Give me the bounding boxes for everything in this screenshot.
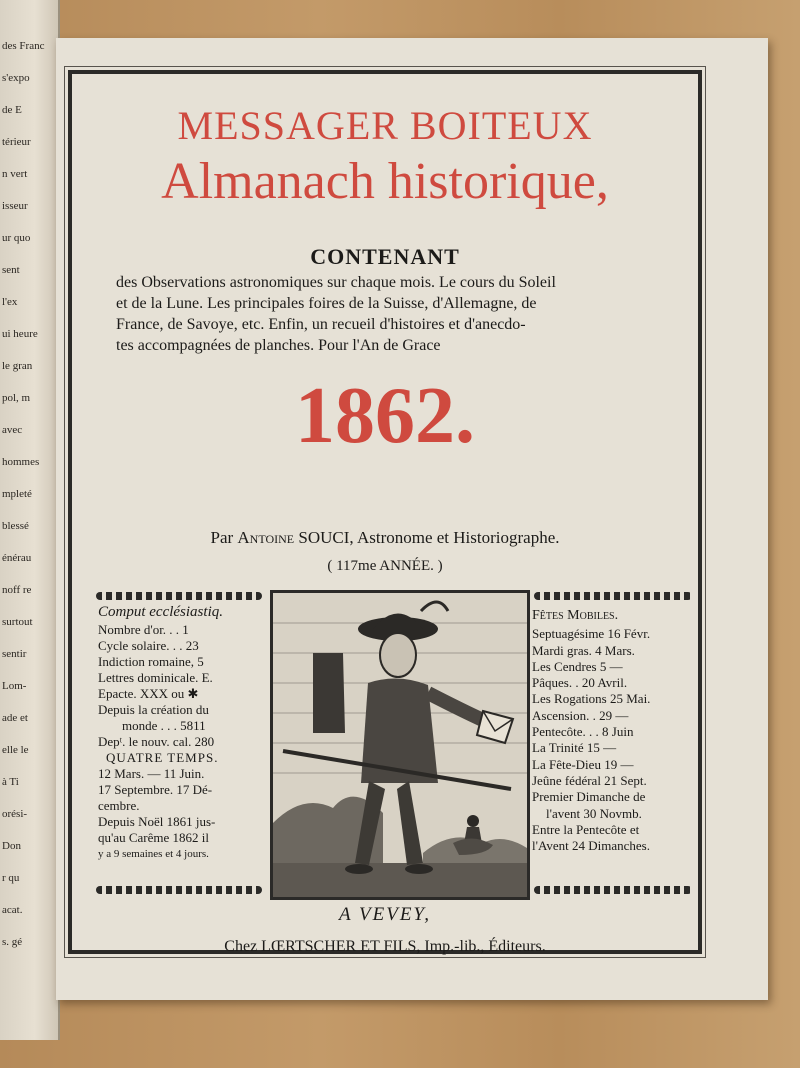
left-page-text-fragment: mpleté bbox=[2, 488, 32, 500]
wavy-rule-right bbox=[534, 592, 692, 600]
left-page-text-fragment: Lom- bbox=[2, 680, 27, 692]
woodcut-drawing bbox=[273, 593, 527, 897]
wavy-rule-right-bottom bbox=[534, 886, 692, 894]
left-page-text-fragment: s. gé bbox=[2, 936, 23, 948]
left-page-text-fragment: avec bbox=[2, 424, 23, 436]
fetes-mobiles-column bbox=[532, 608, 696, 854]
author-first-name: Antoine bbox=[237, 528, 295, 547]
fetes-row: La Fête-Dieu 19 — bbox=[532, 756, 634, 772]
year-1862: 1862. bbox=[295, 372, 475, 460]
title-messager-boiteux: MESSAGER BOITEUX bbox=[177, 103, 593, 148]
fetes-row: Entre la Pentecôte et bbox=[532, 821, 640, 837]
left-page-text-fragment: sent bbox=[2, 264, 20, 276]
fetes-row: Pâques. . 20 Avril. bbox=[532, 675, 628, 691]
left-page-text-fragment: elle le bbox=[2, 744, 29, 756]
left-page-text-fragment: isseur bbox=[2, 200, 28, 212]
left-page-text-fragment: de E bbox=[2, 104, 22, 116]
left-page-text-fragment: n vert bbox=[2, 168, 28, 180]
fetes-row: Mardi gras. 4 Mars. bbox=[532, 642, 635, 658]
fetes-row: Septuagésime 16 Févr. bbox=[532, 626, 651, 642]
wavy-rule-left bbox=[96, 592, 262, 600]
left-page-text-fragment: hommes bbox=[2, 456, 40, 468]
imprint-suffix: , Imp.-lib., Éditeurs. bbox=[416, 938, 546, 955]
computus-heading: Comput ecclésiastiq. bbox=[98, 604, 223, 620]
left-page-text-fragment: Don bbox=[2, 840, 21, 852]
imprint-place: A VEVEY, bbox=[338, 904, 431, 925]
computus-row: Epacte. XXX ou ✱ bbox=[98, 686, 199, 701]
fetes-heading: Fêtes Mobiles. bbox=[532, 608, 619, 623]
left-page-edge bbox=[0, 0, 60, 1040]
computus-row: y a 9 semaines et 4 jours. bbox=[98, 848, 209, 860]
computus-row: QUATRE TEMPS. bbox=[106, 750, 219, 765]
fetes-row: l'Avent 24 Dimanches. bbox=[532, 838, 650, 854]
left-page-text-fragment: ur quo bbox=[2, 232, 31, 244]
computus-row: 17 Septembre. 17 Dé- bbox=[98, 782, 213, 797]
description-line: tes accompagnées de planches. Pour l'An de Grace bbox=[116, 337, 441, 354]
author-last-name: SOUCI bbox=[298, 528, 350, 547]
computus-row: cembre. bbox=[98, 798, 140, 813]
description-line: et de la Lune. Les principales foires de la Suisse, d'Allemagne, de bbox=[116, 295, 537, 312]
left-page-text-fragment: le gran bbox=[2, 360, 33, 372]
left-page-text-fragment: des Franc bbox=[2, 40, 45, 52]
fetes-row: Les Cendres 5 — bbox=[532, 658, 623, 674]
computus-row: Depᵗ. le nouv. cal. 280 bbox=[98, 734, 215, 749]
computus-row: Nombre d'or. . . 1 bbox=[98, 622, 189, 637]
description-line: France, de Savoye, etc. Enfin, un recueil d'histoires et d'anecdo- bbox=[116, 316, 526, 333]
contenant-heading: CONTENANT bbox=[310, 244, 460, 269]
computus-row: monde . . . 5811 bbox=[122, 718, 206, 733]
page-border-frame bbox=[68, 70, 702, 954]
left-page-text-fragment: orési- bbox=[2, 808, 28, 820]
left-page-text-fragment: ade et bbox=[2, 712, 28, 724]
computus-row: Lettres dominicale. E. bbox=[98, 670, 213, 685]
edition-number: ( 117me ANNÉE. ) bbox=[327, 558, 443, 574]
author-suffix: , Astronome et Historiographe. bbox=[349, 528, 560, 547]
computus-row: Depuis la création du bbox=[98, 702, 209, 717]
left-page-text-fragment: surtout bbox=[2, 616, 33, 628]
fetes-row: Premier Dimanche de bbox=[532, 789, 646, 805]
left-page-text-fragment: noff re bbox=[2, 584, 32, 596]
fetes-row: Jeûne fédéral 21 Sept. bbox=[532, 772, 647, 788]
computus-column bbox=[98, 604, 264, 862]
left-page-text-fragment: blessé bbox=[2, 520, 29, 532]
author-line bbox=[72, 528, 698, 548]
author-prefix: Par bbox=[210, 528, 234, 547]
fetes-row: l'avent 30 Novmb. bbox=[546, 805, 642, 821]
description-line: des Observations astronomiques sur chaque mois. Le cours du Soleil bbox=[116, 274, 556, 291]
title-almanach-historique: Almanach historique, bbox=[161, 153, 609, 210]
wavy-rule-left-bottom bbox=[96, 886, 262, 894]
left-page-text-fragment: ui heure bbox=[2, 328, 38, 340]
description-block bbox=[116, 272, 706, 356]
left-page-text-fragment: s'expo bbox=[2, 72, 30, 84]
computus-row: 12 Mars. — 11 Juin. bbox=[98, 766, 205, 781]
imprint-publisher-name: LŒRTSCHER ET FILS bbox=[261, 938, 417, 955]
imprint-publisher-line bbox=[72, 938, 698, 956]
left-page-text-fragment: à Ti bbox=[2, 776, 19, 788]
almanac-title-page bbox=[56, 38, 768, 1000]
woodcut-illustration-messenger bbox=[270, 590, 530, 900]
left-page-text-fragment: énérau bbox=[2, 552, 32, 564]
left-page-text-fragment: acat. bbox=[2, 904, 23, 916]
computus-row: Cycle solaire. . . 23 bbox=[98, 638, 199, 653]
fetes-row: La Trinité 15 — bbox=[532, 740, 617, 756]
left-page-text-fragment: térieur bbox=[2, 136, 31, 148]
fetes-row: Ascension. . 29 — bbox=[532, 707, 629, 723]
computus-row: Depuis Noël 1861 jus- bbox=[98, 814, 216, 829]
computus-row: Indiction romaine, 5 bbox=[98, 654, 204, 669]
fetes-row: Pentecôte. . . 8 Juin bbox=[532, 724, 634, 740]
computus-row: qu'au Carême 1862 il bbox=[98, 830, 210, 845]
left-page-text-fragment: r qu bbox=[2, 872, 20, 884]
fetes-row: Les Rogations 25 Mai. bbox=[532, 691, 651, 707]
imprint-prefix: Chez bbox=[224, 938, 258, 955]
left-page-text-fragment: sentir bbox=[2, 648, 27, 660]
left-page-text-fragment: pol, m bbox=[2, 392, 31, 404]
left-page-text-fragment: l'ex bbox=[2, 296, 18, 308]
